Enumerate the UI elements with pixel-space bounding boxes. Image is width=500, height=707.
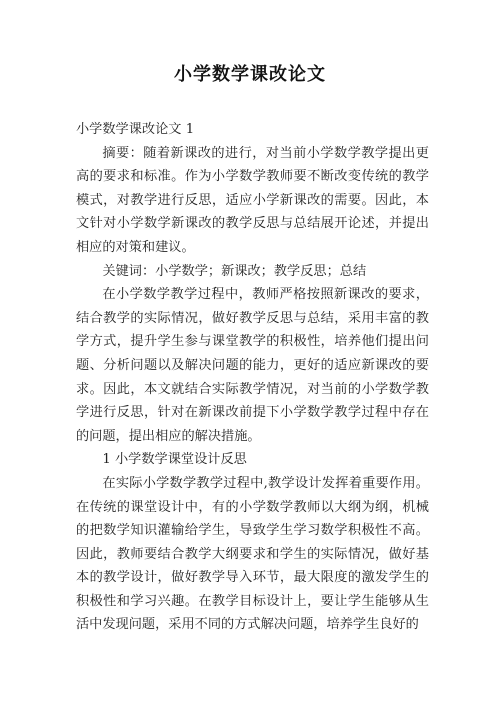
document-body — [76, 118, 429, 637]
document-title: 小学数学课改论文 — [174, 64, 326, 85]
keywords-paragraph: 关键词：小学数学；新课改；教学反思；总结 — [102, 263, 367, 279]
section-body-paragraph: 在实际小学数学教学过程中,教学设计发挥着重要作用。在传统的课堂设计中，有的小学数学教师以大纲为纲，机械的把数学知识灌输给学生，导致学生学习数学积极性不高。因此，教师要结合教学大纲要求和学生的实际情况，做好基本的教学设计，做好教学导入环节，最大限度的激发学生的积极性和学习兴趣。在教学目标设计上，要让学生能够从生活中发现问题，采用不同的方式解决问题，培养学生良好的 — [76, 475, 429, 633]
section-heading: 1 小学数学课堂设计反思 — [102, 452, 247, 468]
intro-paragraph: 在小学数学教学过程中，教师严格按照新课改的要求，结合教学的实际情况，做好教学反思与总结，采用丰富的教学方式，提升学生参与课堂教学的积极性，培养他们提出问题、分析问题以及解决问题的能力，更好的适应新课改的要求。因此，本文就结合实际教学情况，对当前的小学数学教学进行反思，针对在新课改前提下小学数学教学过程中存在的问题，提出相应的解决措施。 — [76, 287, 429, 444]
paper-subtitle: 小学数学课改论文 1 — [76, 122, 195, 137]
abstract-paragraph: 摘要：随着新课改的进行，对当前小学数学教学提出更高的要求和标准。作为小学数学教师要不断改变传统的教学模式，对教学进行反思，适应小学新课改的需要。因此，本文针对小学数学新课改的教学反思与总结展开论述，并提出相应的对策和建议。 — [76, 145, 429, 255]
